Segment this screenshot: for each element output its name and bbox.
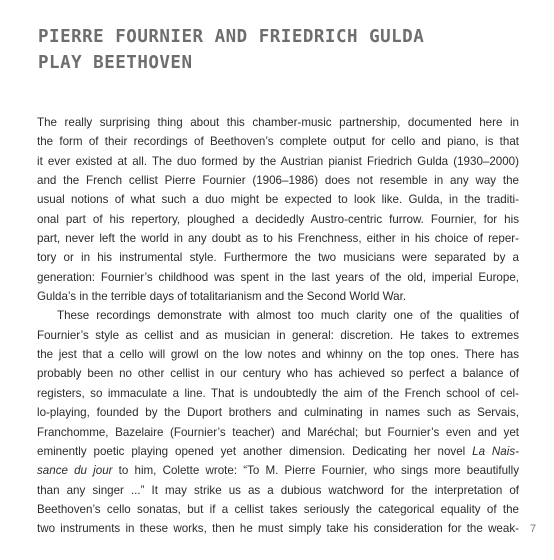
text-line — [37, 461, 519, 480]
novel-title: sance du jour — [37, 464, 113, 478]
text-line: onal part of his repertory, ploughed a decidedly Austro-centric furrow. Fournier, for his — [37, 212, 519, 226]
page-number: 7 — [530, 523, 537, 535]
page-title — [38, 24, 518, 76]
text-line: it ever existed at all. The duo formed by the Austrian pianist Friedrich Gulda (1930–2000) — [37, 154, 519, 168]
text-line: Franchomme, Bazelaire (Fournier’s teacher) and Maréchal; but Fournier’s even and yet — [37, 425, 519, 439]
paragraph-1 — [37, 113, 519, 306]
novel-title: La Nais- — [472, 444, 519, 458]
text-line: Fournier’s style as cellist and as musician in general: discretion. He takes to extremes — [37, 328, 519, 342]
text-line: lo-playing, founded by the Duport brothers and culminating in names such as Servais, — [37, 406, 519, 420]
text-line: part, never left the world in any doubt as to his Frenchness, either in his choice of reper- — [37, 232, 519, 246]
text-line: probably been no other cellist in our century who has achieved so perfect a balance of — [37, 367, 519, 381]
text-line: tory or in his instrumental style. Furthermore the two musicians were separated by a — [37, 251, 519, 265]
text-line: than any singer ...” It may strike us as a dubious watchword for the interpretation of — [37, 483, 519, 497]
text-line: the jest that a cello will growl on the low notes and whinny on the top ones. There has — [37, 348, 519, 362]
text-segment: eminently poetic playing opened yet another dimension. Dedicating her novel — [37, 444, 466, 458]
title-line-1: PIERRE FOURNIER AND FRIEDRICH GULDA — [38, 27, 425, 47]
text-line: registers, so immaculate a line. That is undoubtedly the aim of the French school of cel- — [37, 386, 519, 400]
text-line: two instruments in these works, then he must simply take his consideration for the weak- — [37, 522, 519, 536]
text-line: and the French cellist Pierre Fournier (1906–1986) does not resemble in any way the — [37, 174, 519, 188]
text-segment: to him, Colette wrote: “To M. Pierre Fournier, who sings more beautifully — [112, 464, 519, 478]
text-line — [37, 442, 519, 461]
text-line: The really surprising thing about this chamber-music partnership, documented here in — [37, 116, 519, 129]
text-line: generation: Fournier’s childhood was spent in the last years of the old, imperial Europe, — [37, 270, 519, 284]
body-text — [37, 113, 519, 539]
text-line: These recordings demonstrate with almost too much clarity one of the qualities of — [57, 309, 519, 323]
text-line: Gulda’s in the terrible days of totalitarianism and the Second World War. — [37, 290, 407, 304]
text-line: the form of their recordings of Beethoven’s complete output for cello and piano, is that — [37, 135, 519, 149]
text-line: Beethoven’s cello sonatas, but if a cellist takes seriously the categorical equality of the — [37, 502, 519, 516]
paragraph-2 — [37, 306, 519, 538]
title-line-2: PLAY BEETHOVEN — [38, 53, 193, 73]
text-line: usual notions of what such a duo might be expected to look like. Gulda, in the traditi- — [37, 193, 519, 207]
